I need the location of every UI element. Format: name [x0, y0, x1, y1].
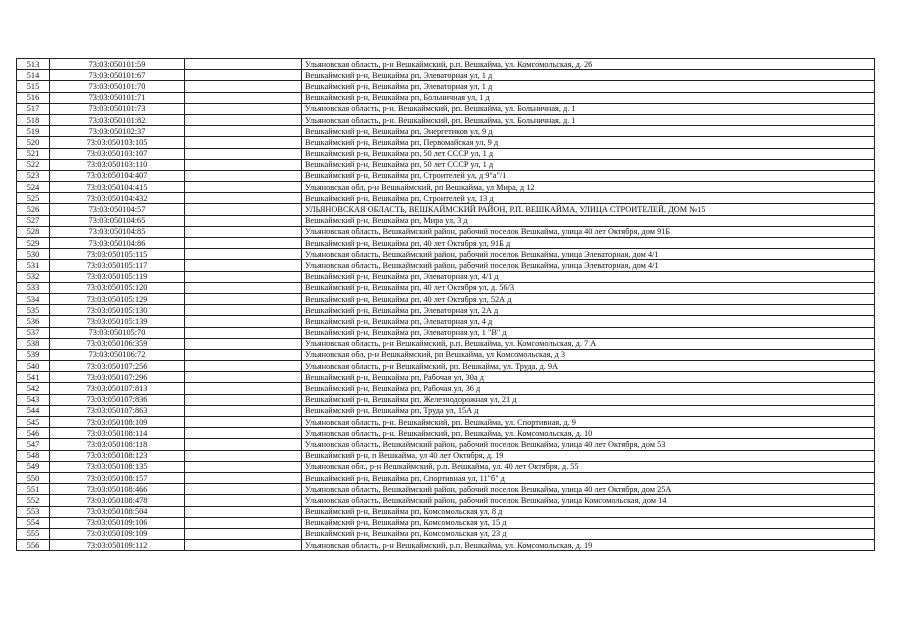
row-number: 518 [17, 114, 50, 125]
cadastral-number: 73:03:050108:466 [50, 484, 185, 495]
address-cell: Ульяновская область, р-н Вешкаймский, рп. Вешкайма, ул. Труда, д. 9А [302, 361, 875, 372]
address-cell: Ульяновская обл., р-н Вешкаймский, р.п. Вешкайма, ул. 40 лет Октября, д. 55 [302, 461, 875, 472]
cadastral-number: 73:03:050105:130 [50, 305, 185, 316]
cadastral-number: 73:03:050103:107 [50, 148, 185, 159]
row-number: 522 [17, 159, 50, 170]
cadastral-number: 73:03:050109:106 [50, 517, 185, 528]
table-row [17, 148, 875, 159]
cadastral-number: 73:03:050104:432 [50, 193, 185, 204]
empty-cell [185, 204, 302, 215]
table-row [17, 361, 875, 372]
address-cell: Вешкаймский р-н, Вешкайма рп, 40 лет Октября ул, 91Б д [302, 238, 875, 249]
address-cell: Ульяновская область, р-н. Вешкаймский, рп. Вешкайма, ул. Больничная, д. 1 [302, 114, 875, 125]
empty-cell [185, 361, 302, 372]
empty-cell [185, 461, 302, 472]
cadastral-number: 73:03:050107:296 [50, 372, 185, 383]
cadastral-number: 73:03:050107:813 [50, 383, 185, 394]
row-number: 539 [17, 349, 50, 360]
cadastral-number: 73:03:050108:123 [50, 450, 185, 461]
empty-cell [185, 170, 302, 181]
table-row [17, 472, 875, 483]
table-row [17, 293, 875, 304]
empty-cell [185, 439, 302, 450]
cadastral-number: 73:03:050101:70 [50, 81, 185, 92]
cadastral-number: 73:03:050105:139 [50, 316, 185, 327]
empty-cell [185, 472, 302, 483]
table-row [17, 260, 875, 271]
cadastral-number: 73:03:050108:478 [50, 495, 185, 506]
row-number: 542 [17, 383, 50, 394]
table-row [17, 394, 875, 405]
cadastral-number: 73:03:050108:135 [50, 461, 185, 472]
address-cell: Вешкаймский р-н, Вешкайма рп, Комсомольская ул, 8 д [302, 506, 875, 517]
table-row [17, 495, 875, 506]
row-number: 535 [17, 305, 50, 316]
empty-cell [185, 428, 302, 439]
cadastral-number: 73:03:050108:504 [50, 506, 185, 517]
address-cell: Вешкаймский р-н, Вешкайма рп, 40 лет Октября ул, д. 56/3 [302, 282, 875, 293]
row-number: 546 [17, 428, 50, 439]
table-row [17, 461, 875, 472]
cadastral-number: 73:03:050106:72 [50, 349, 185, 360]
row-number: 513 [17, 59, 50, 70]
table-row [17, 193, 875, 204]
table-body [17, 59, 875, 551]
table-row [17, 528, 875, 539]
table-row [17, 126, 875, 137]
table-row [17, 383, 875, 394]
empty-cell [185, 316, 302, 327]
row-number: 532 [17, 271, 50, 282]
row-number: 547 [17, 439, 50, 450]
address-cell: Вешкаймский р-н, Вешкайма рп, Строителей ул, д 9"а"/1 [302, 170, 875, 181]
row-number: 534 [17, 293, 50, 304]
row-number: 529 [17, 238, 50, 249]
empty-cell [185, 450, 302, 461]
empty-cell [185, 137, 302, 148]
table-row [17, 327, 875, 338]
address-cell: Вешкаймский р-н, Вешкайма рп, Первомайская ул, 9 д [302, 137, 875, 148]
empty-cell [185, 282, 302, 293]
address-cell: Ульяновская область, Вешкаймский район, рабочий поселок Вешкайма, улица 40 лет Октября, дом 25А [302, 484, 875, 495]
row-number: 531 [17, 260, 50, 271]
empty-cell [185, 338, 302, 349]
address-cell: Вешкаймский р-н, Вешкайма рп, Элеваторная ул, 1 "В" д [302, 327, 875, 338]
address-cell: Вешкаймский р-н, Вешкайма рп, Труда ул, 15А д [302, 405, 875, 416]
row-number: 515 [17, 81, 50, 92]
cadastral-number: 73:03:050104:85 [50, 226, 185, 237]
table-row [17, 540, 875, 551]
table-row [17, 271, 875, 282]
cadastral-number: 73:03:050105:120 [50, 282, 185, 293]
empty-cell [185, 517, 302, 528]
row-number: 555 [17, 528, 50, 539]
cadastral-number: 73:03:050108:118 [50, 439, 185, 450]
address-cell: Ульяновская область, р-н. Вешкаймский, рп. Вешкайма, ул. Спортивная, д. 9 [302, 417, 875, 428]
empty-cell [185, 383, 302, 394]
empty-cell [185, 528, 302, 539]
row-number: 530 [17, 249, 50, 260]
address-cell: Ульяновская область, Вешкаймский район, рабочий поселок Вешкайма, улица Комсомольская, дом 14 [302, 495, 875, 506]
address-cell: Вешкаймский р-н, Вешкайма рп, Комсомольская ул, 15 д [302, 517, 875, 528]
cadastral-number: 73:03:050105:129 [50, 293, 185, 304]
empty-cell [185, 484, 302, 495]
cadastral-number: 73:03:050107:256 [50, 361, 185, 372]
cadastral-number: 73:03:050104:407 [50, 170, 185, 181]
address-cell: Ульяновская область, р-н Вешкаймский, р.п. Вешкайма, ул. Комсомольская, д. 19 [302, 540, 875, 551]
row-number: 521 [17, 148, 50, 159]
empty-cell [185, 148, 302, 159]
address-cell: Вешкаймский р-н, Вешкайма рп, Мира ул, 3 д [302, 215, 875, 226]
table-row [17, 249, 875, 260]
table-row [17, 305, 875, 316]
empty-cell [185, 70, 302, 81]
address-cell: Вешкаймский р-н, Вешкайма рп, 50 лет СССР ул, 1 д [302, 148, 875, 159]
row-number: 528 [17, 226, 50, 237]
cadastral-number: 73:03:050106:359 [50, 338, 185, 349]
empty-cell [185, 540, 302, 551]
empty-cell [185, 193, 302, 204]
address-cell: Вешкаймский р-н, Вешкайма рп, Элеваторная ул, 1 д [302, 81, 875, 92]
table-row [17, 59, 875, 70]
empty-cell [185, 114, 302, 125]
table-row [17, 226, 875, 237]
row-number: 551 [17, 484, 50, 495]
address-cell: Вешкаймский р-н, Вешкайма рп, Элеваторная ул, 2А д [302, 305, 875, 316]
address-cell: УЛЬЯНОВСКАЯ ОБЛАСТЬ, ВЕШКАЙМСКИЙ РАЙОН, Р.П. ВЕШКАЙМА, УЛИЦА СТРОИТЕЛЕЙ, ДОМ №15 [302, 204, 875, 215]
table-row [17, 114, 875, 125]
table-row [17, 338, 875, 349]
table-row [17, 238, 875, 249]
cadastral-number: 73:03:050107:863 [50, 405, 185, 416]
address-cell: Ульяновская область, Вешкаймский район, рабочий поселок Вешкайма, улица Элеваторная, дом 4/1 [302, 260, 875, 271]
table-row [17, 439, 875, 450]
address-cell: Вешкаймский р-н, Вешкайма рп, Больничная ул, 1 д [302, 92, 875, 103]
row-number: 541 [17, 372, 50, 383]
empty-cell [185, 59, 302, 70]
address-cell: Вешкаймский р-н, Вешкайма рп, Элеваторная ул, 4/1 д [302, 271, 875, 282]
cadastral-number: 73:03:050104:57 [50, 204, 185, 215]
address-cell: Ульяновская область, Вешкаймский район, рабочий поселок Вешкайма, улица 40 лет Октября, дом 53 [302, 439, 875, 450]
row-number: 554 [17, 517, 50, 528]
empty-cell [185, 372, 302, 383]
empty-cell [185, 260, 302, 271]
row-number: 538 [17, 338, 50, 349]
cadastral-number: 73:03:050105:70 [50, 327, 185, 338]
address-cell: Вешкаймский р-н, Вешкайма рп, Железнодорожная ул, 21 д [302, 394, 875, 405]
cadastral-number: 73:03:050108:157 [50, 472, 185, 483]
empty-cell [185, 126, 302, 137]
cadastral-number: 73:03:050107:836 [50, 394, 185, 405]
table-row [17, 349, 875, 360]
cadastral-number: 73:03:050101:82 [50, 114, 185, 125]
row-number: 514 [17, 70, 50, 81]
table-row [17, 92, 875, 103]
empty-cell [185, 103, 302, 114]
empty-cell [185, 182, 302, 193]
cadastral-number: 73:03:050103:110 [50, 159, 185, 170]
row-number: 556 [17, 540, 50, 551]
empty-cell [185, 417, 302, 428]
address-cell: Ульяновская обл, р-н Вешкаймский, рп Вешкайма, ул Комсомольская, д 3 [302, 349, 875, 360]
address-cell: Вешкаймский р-н, Вешкайма рп, Спортивная ул, 11"б" д [302, 472, 875, 483]
address-cell: Ульяновская обл, р-н Вешкаймский, рп Вешкайма, ул Мира, д 12 [302, 182, 875, 193]
address-cell: Вешкаймский р-н, Вешкайма рп, 50 лет СССР ул, 1 д [302, 159, 875, 170]
row-number: 520 [17, 137, 50, 148]
address-cell: Вешкаймский р-н, Вешкайма рп, 40 лет Октября ул, 52А д [302, 293, 875, 304]
document-sheet [16, 58, 875, 551]
empty-cell [185, 81, 302, 92]
cadastral-number: 73:03:050105:117 [50, 260, 185, 271]
cadastral-number: 73:03:050101:67 [50, 70, 185, 81]
table-row [17, 170, 875, 181]
empty-cell [185, 506, 302, 517]
table-row [17, 405, 875, 416]
cadastral-number: 73:03:050104:86 [50, 238, 185, 249]
address-table [16, 58, 875, 551]
cadastral-number: 73:03:050102:37 [50, 126, 185, 137]
row-number: 543 [17, 394, 50, 405]
table-row [17, 316, 875, 327]
empty-cell [185, 271, 302, 282]
table-row [17, 204, 875, 215]
row-number: 550 [17, 472, 50, 483]
address-cell: Вешкаймский р-н, Вешкайма рп, Рабочая ул, 30а д [302, 372, 875, 383]
cadastral-number: 73:03:050104:65 [50, 215, 185, 226]
table-row [17, 182, 875, 193]
empty-cell [185, 249, 302, 260]
cadastral-number: 73:03:050109:109 [50, 528, 185, 539]
row-number: 526 [17, 204, 50, 215]
empty-cell [185, 305, 302, 316]
row-number: 536 [17, 316, 50, 327]
table-row [17, 417, 875, 428]
empty-cell [185, 495, 302, 506]
table-row [17, 81, 875, 92]
table-row [17, 103, 875, 114]
empty-cell [185, 405, 302, 416]
address-cell: Ульяновская область, р-н Вешкаймский, р.п. Вешкайма, ул. Комсомольская, д. 7 А [302, 338, 875, 349]
table-row [17, 506, 875, 517]
table-row [17, 428, 875, 439]
cadastral-number: 73:03:050103:105 [50, 137, 185, 148]
address-cell: Ульяновская область, Вешкаймский район, рабочий поселок Вешкайма, улица Элеваторная, дом 4/1 [302, 249, 875, 260]
address-cell: Вешкаймский р-н, п Вешкайма, ул 40 лет Октября, д. 19 [302, 450, 875, 461]
empty-cell [185, 349, 302, 360]
address-cell: Вешкаймский р-н, Вешкайма рп, Элеваторная ул, 1 д [302, 70, 875, 81]
row-number: 524 [17, 182, 50, 193]
empty-cell [185, 327, 302, 338]
cadastral-number: 73:03:050108:114 [50, 428, 185, 439]
cadastral-number: 73:03:050101:71 [50, 92, 185, 103]
row-number: 552 [17, 495, 50, 506]
row-number: 544 [17, 405, 50, 416]
empty-cell [185, 394, 302, 405]
cadastral-number: 73:03:050108:109 [50, 417, 185, 428]
empty-cell [185, 226, 302, 237]
row-number: 527 [17, 215, 50, 226]
cadastral-number: 73:03:050104:415 [50, 182, 185, 193]
row-number: 533 [17, 282, 50, 293]
table-row [17, 159, 875, 170]
empty-cell [185, 238, 302, 249]
row-number: 519 [17, 126, 50, 137]
address-cell: Ульяновская область, р-н. Вешкаймский, рп. Вешкайма, ул. Комсомольская, д. 10 [302, 428, 875, 439]
row-number: 545 [17, 417, 50, 428]
cadastral-number: 73:03:050109:112 [50, 540, 185, 551]
empty-cell [185, 159, 302, 170]
address-cell: Ульяновская область, Вешкаймский район, рабочий поселок Вешкайма, улица 40 лет Октября, дом 91Б [302, 226, 875, 237]
table-row [17, 282, 875, 293]
empty-cell [185, 92, 302, 103]
table-row [17, 70, 875, 81]
row-number: 516 [17, 92, 50, 103]
address-cell: Вешкаймский р-н, Вешкайма рп, Элеваторная ул, 4 д [302, 316, 875, 327]
row-number: 548 [17, 450, 50, 461]
cadastral-number: 73:03:050105:115 [50, 249, 185, 260]
table-row [17, 215, 875, 226]
table-row [17, 517, 875, 528]
row-number: 540 [17, 361, 50, 372]
table-row [17, 137, 875, 148]
table-row [17, 450, 875, 461]
row-number: 553 [17, 506, 50, 517]
cadastral-number: 73:03:050101:59 [50, 59, 185, 70]
address-cell: Ульяновская область, р-н. Вешкаймский, рп. Вешкайма, ул. Больничная, д. 1 [302, 103, 875, 114]
table-row [17, 484, 875, 495]
empty-cell [185, 215, 302, 226]
row-number: 549 [17, 461, 50, 472]
address-cell: Вешкаймский р-н, Вешкайма рп, Рабочая ул, 36 д [302, 383, 875, 394]
address-cell: Вешкаймский р-н, Вешкайма рп, Строителей ул, 13 д [302, 193, 875, 204]
cadastral-number: 73:03:050105:119 [50, 271, 185, 282]
address-cell: Вешкаймский р-н, Вешкайма рп, Энергетиков ул, 9 д [302, 126, 875, 137]
row-number: 517 [17, 103, 50, 114]
address-cell: Вешкаймский р-н, Вешкайма рп, Комсомольская ул, 23 д [302, 528, 875, 539]
table-row [17, 372, 875, 383]
cadastral-number: 73:03:050101:73 [50, 103, 185, 114]
empty-cell [185, 293, 302, 304]
row-number: 523 [17, 170, 50, 181]
address-cell: Ульяновская область, р-н Вешкаймский, р.п. Вешкайма, ул. Комсомольская, д. 26 [302, 59, 875, 70]
row-number: 537 [17, 327, 50, 338]
row-number: 525 [17, 193, 50, 204]
